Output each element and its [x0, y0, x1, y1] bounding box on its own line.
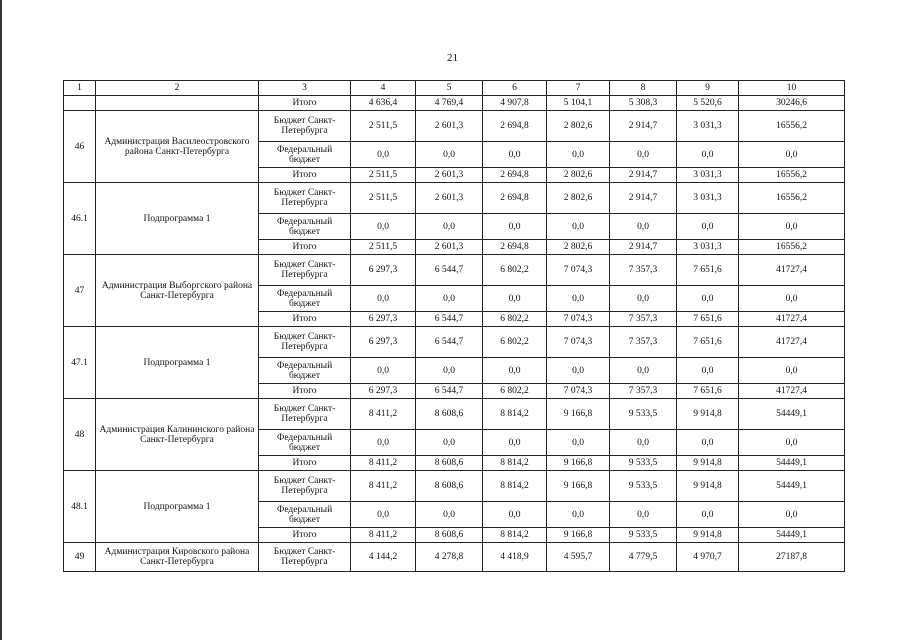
value-cell: 0,0 [351, 358, 416, 384]
value-cell: 6 297,3 [351, 255, 416, 286]
value-cell: 4 595,7 [547, 543, 610, 572]
value-cell: 0,0 [483, 142, 547, 168]
value-cell: 0,0 [610, 142, 677, 168]
table-row [64, 111, 845, 142]
value-cell: 9 533,5 [610, 399, 677, 430]
value-cell: 30246,6 [739, 96, 845, 111]
value-cell: 9 533,5 [610, 456, 677, 471]
value-cell: 0,0 [547, 502, 610, 528]
value-cell: 7 074,3 [547, 255, 610, 286]
value-cell: 16556,2 [739, 111, 845, 142]
value-cell: 0,0 [739, 142, 845, 168]
value-cell: 54449,1 [739, 399, 845, 430]
value-cell: 0,0 [351, 502, 416, 528]
value-cell: 2 914,7 [610, 240, 677, 255]
value-cell: 0,0 [739, 502, 845, 528]
value-cell: 0,0 [739, 214, 845, 240]
funding-source-cell: Итого [259, 96, 351, 111]
value-cell: 0,0 [416, 214, 483, 240]
value-cell: 3 031,3 [677, 240, 739, 255]
column-header: 1 [64, 81, 96, 96]
value-cell: 5 308,3 [610, 96, 677, 111]
row-name-cell: Администрация Калининского района Санкт-Петербурга [96, 399, 259, 471]
value-cell: 2 914,7 [610, 183, 677, 214]
value-cell: 9 166,8 [547, 471, 610, 502]
value-cell: 0,0 [739, 430, 845, 456]
column-header: 3 [259, 81, 351, 96]
value-cell: 0,0 [547, 142, 610, 168]
column-header: 5 [416, 81, 483, 96]
row-name-cell: Подпрограмма 1 [96, 471, 259, 543]
value-cell: 9 914,8 [677, 399, 739, 430]
row-number-cell: 49 [64, 543, 96, 572]
funding-source-cell: Бюджет Санкт-Петербурга [259, 471, 351, 502]
value-cell: 16556,2 [739, 183, 845, 214]
table-row [64, 399, 845, 430]
budget-table [63, 80, 845, 572]
value-cell: 0,0 [416, 358, 483, 384]
value-cell: 0,0 [677, 430, 739, 456]
value-cell: 54449,1 [739, 456, 845, 471]
value-cell: 0,0 [416, 502, 483, 528]
funding-source-cell: Итого [259, 240, 351, 255]
value-cell: 6 802,2 [483, 384, 547, 399]
row-name-cell: Администрация Кировского района Санкт-Петербурга [96, 543, 259, 572]
row-number-cell: 46.1 [64, 183, 96, 255]
value-cell: 7 357,3 [610, 327, 677, 358]
value-cell: 0,0 [677, 358, 739, 384]
funding-source-cell: Федеральный бюджет [259, 430, 351, 456]
value-cell: 9 166,8 [547, 456, 610, 471]
value-cell: 7 357,3 [610, 312, 677, 327]
value-cell: 8 411,2 [351, 471, 416, 502]
value-cell: 2 802,6 [547, 240, 610, 255]
funding-source-cell: Итого [259, 312, 351, 327]
value-cell: 9 533,5 [610, 471, 677, 502]
funding-source-cell: Итого [259, 456, 351, 471]
value-cell: 54449,1 [739, 528, 845, 543]
value-cell: 7 357,3 [610, 255, 677, 286]
value-cell: 41727,4 [739, 384, 845, 399]
value-cell: 0,0 [677, 502, 739, 528]
value-cell: 0,0 [547, 286, 610, 312]
value-cell: 0,0 [610, 430, 677, 456]
value-cell: 0,0 [351, 142, 416, 168]
funding-source-cell: Федеральный бюджет [259, 286, 351, 312]
value-cell: 41727,4 [739, 312, 845, 327]
value-cell: 0,0 [547, 430, 610, 456]
value-cell: 2 802,6 [547, 183, 610, 214]
value-cell: 7 074,3 [547, 384, 610, 399]
value-cell: 8 608,6 [416, 456, 483, 471]
value-cell: 7 651,6 [677, 312, 739, 327]
value-cell: 2 601,3 [416, 240, 483, 255]
funding-source-cell: Федеральный бюджет [259, 142, 351, 168]
value-cell: 0,0 [547, 214, 610, 240]
column-header: 6 [483, 81, 547, 96]
value-cell: 0,0 [610, 502, 677, 528]
funding-source-cell: Бюджет Санкт-Петербурга [259, 327, 351, 358]
value-cell: 0,0 [610, 286, 677, 312]
table-row [64, 471, 845, 502]
value-cell: 0,0 [351, 286, 416, 312]
funding-source-cell: Итого [259, 384, 351, 399]
table-row [64, 96, 845, 111]
value-cell: 2 694,8 [483, 111, 547, 142]
funding-source-cell: Бюджет Санкт-Петербурга [259, 111, 351, 142]
funding-source-cell: Федеральный бюджет [259, 358, 351, 384]
value-cell: 8 608,6 [416, 471, 483, 502]
value-cell: 2 802,6 [547, 168, 610, 183]
row-name-cell: Подпрограмма 1 [96, 183, 259, 255]
header-row [64, 81, 845, 96]
value-cell: 0,0 [547, 358, 610, 384]
value-cell: 9 166,8 [547, 528, 610, 543]
value-cell: 6 802,2 [483, 255, 547, 286]
value-cell: 2 601,3 [416, 183, 483, 214]
table-row [64, 543, 845, 572]
row-number-cell: 48.1 [64, 471, 96, 543]
value-cell: 8 814,2 [483, 528, 547, 543]
funding-source-cell: Итого [259, 528, 351, 543]
value-cell: 2 802,6 [547, 111, 610, 142]
value-cell: 16556,2 [739, 168, 845, 183]
value-cell: 8 814,2 [483, 456, 547, 471]
value-cell: 9 166,8 [547, 399, 610, 430]
value-cell: 6 544,7 [416, 327, 483, 358]
value-cell: 4 144,2 [351, 543, 416, 572]
value-cell: 6 802,2 [483, 327, 547, 358]
value-cell: 0,0 [483, 502, 547, 528]
row-number-cell: 48 [64, 399, 96, 471]
value-cell: 2 511,5 [351, 111, 416, 142]
value-cell: 2 694,8 [483, 168, 547, 183]
value-cell: 0,0 [483, 286, 547, 312]
value-cell: 0,0 [351, 214, 416, 240]
value-cell: 0,0 [416, 430, 483, 456]
value-cell: 0,0 [677, 214, 739, 240]
row-number-cell [64, 96, 96, 111]
column-header: 7 [547, 81, 610, 96]
value-cell: 2 511,5 [351, 240, 416, 255]
value-cell: 7 651,6 [677, 255, 739, 286]
column-header: 4 [351, 81, 416, 96]
funding-source-cell: Федеральный бюджет [259, 502, 351, 528]
value-cell: 8 411,2 [351, 528, 416, 543]
value-cell: 6 297,3 [351, 384, 416, 399]
value-cell: 0,0 [610, 214, 677, 240]
table-row [64, 327, 845, 358]
value-cell: 2 914,7 [610, 111, 677, 142]
row-name-cell [96, 96, 259, 111]
value-cell: 8 608,6 [416, 528, 483, 543]
value-cell: 7 651,6 [677, 384, 739, 399]
value-cell: 4 907,8 [483, 96, 547, 111]
row-name-cell: Подпрограмма 1 [96, 327, 259, 399]
table-body [64, 81, 845, 572]
value-cell: 9 914,8 [677, 528, 739, 543]
value-cell: 2 511,5 [351, 183, 416, 214]
value-cell: 0,0 [416, 142, 483, 168]
value-cell: 9 914,8 [677, 456, 739, 471]
value-cell: 6 802,2 [483, 312, 547, 327]
value-cell: 7 074,3 [547, 327, 610, 358]
value-cell: 7 357,3 [610, 384, 677, 399]
value-cell: 6 297,3 [351, 327, 416, 358]
value-cell: 6 544,7 [416, 255, 483, 286]
value-cell: 16556,2 [739, 240, 845, 255]
column-header: 2 [96, 81, 259, 96]
value-cell: 6 297,3 [351, 312, 416, 327]
value-cell: 0,0 [739, 286, 845, 312]
value-cell: 2 694,8 [483, 183, 547, 214]
row-number-cell: 47.1 [64, 327, 96, 399]
value-cell: 4 278,8 [416, 543, 483, 572]
funding-source-cell: Бюджет Санкт-Петербурга [259, 183, 351, 214]
value-cell: 0,0 [610, 358, 677, 384]
value-cell: 0,0 [351, 430, 416, 456]
value-cell: 27187,8 [739, 543, 845, 572]
value-cell: 0,0 [483, 214, 547, 240]
row-number-cell: 47 [64, 255, 96, 327]
funding-source-cell: Бюджет Санкт-Петербурга [259, 543, 351, 572]
value-cell: 2 914,7 [610, 168, 677, 183]
row-number-cell: 46 [64, 111, 96, 183]
value-cell: 6 544,7 [416, 384, 483, 399]
value-cell: 41727,4 [739, 255, 845, 286]
row-name-cell: Администрация Выборгского района Санкт-Петербурга [96, 255, 259, 327]
value-cell: 0,0 [739, 358, 845, 384]
value-cell: 7 074,3 [547, 312, 610, 327]
value-cell: 0,0 [677, 142, 739, 168]
value-cell: 4 769,4 [416, 96, 483, 111]
value-cell: 2 601,3 [416, 111, 483, 142]
value-cell: 2 601,3 [416, 168, 483, 183]
table-row [64, 255, 845, 286]
value-cell: 4 779,5 [610, 543, 677, 572]
column-header: 9 [677, 81, 739, 96]
value-cell: 5 520,6 [677, 96, 739, 111]
funding-source-cell: Бюджет Санкт-Петербурга [259, 255, 351, 286]
column-header: 10 [739, 81, 845, 96]
value-cell: 3 031,3 [677, 183, 739, 214]
value-cell: 0,0 [416, 286, 483, 312]
value-cell: 8 608,6 [416, 399, 483, 430]
value-cell: 2 694,8 [483, 240, 547, 255]
value-cell: 8 814,2 [483, 471, 547, 502]
table-row [64, 183, 845, 214]
value-cell: 0,0 [677, 286, 739, 312]
value-cell: 7 651,6 [677, 327, 739, 358]
row-name-cell: Администрация Василеостровского района Санкт-Петербурга [96, 111, 259, 183]
scan-margin-line [0, 0, 2, 640]
value-cell: 41727,4 [739, 327, 845, 358]
funding-source-cell: Итого [259, 168, 351, 183]
value-cell: 2 511,5 [351, 168, 416, 183]
value-cell: 4 636,4 [351, 96, 416, 111]
value-cell: 5 104,1 [547, 96, 610, 111]
value-cell: 3 031,3 [677, 168, 739, 183]
value-cell: 0,0 [483, 358, 547, 384]
page-number: 21 [447, 52, 458, 64]
value-cell: 9 914,8 [677, 471, 739, 502]
value-cell: 54449,1 [739, 471, 845, 502]
value-cell: 8 411,2 [351, 456, 416, 471]
funding-source-cell: Федеральный бюджет [259, 214, 351, 240]
funding-source-cell: Бюджет Санкт-Петербурга [259, 399, 351, 430]
value-cell: 0,0 [483, 430, 547, 456]
value-cell: 6 544,7 [416, 312, 483, 327]
value-cell: 3 031,3 [677, 111, 739, 142]
value-cell: 8 411,2 [351, 399, 416, 430]
column-header: 8 [610, 81, 677, 96]
value-cell: 4 418,9 [483, 543, 547, 572]
value-cell: 9 533,5 [610, 528, 677, 543]
value-cell: 8 814,2 [483, 399, 547, 430]
value-cell: 4 970,7 [677, 543, 739, 572]
